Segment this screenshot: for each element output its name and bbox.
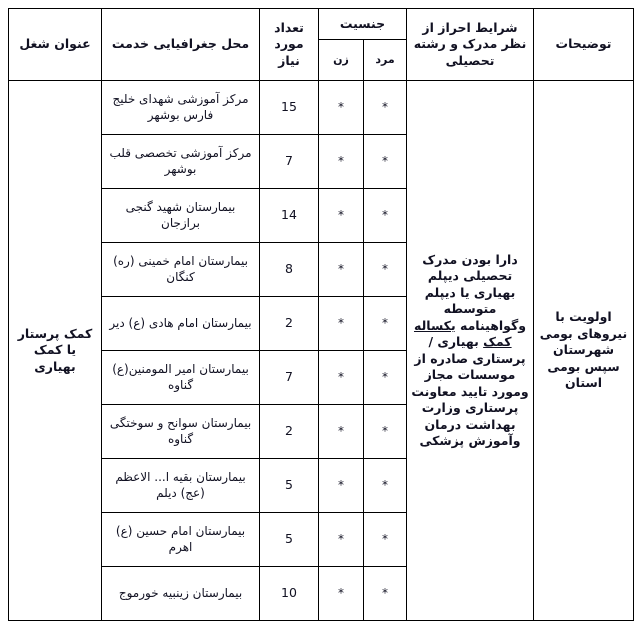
cell-count: 8: [260, 243, 319, 297]
cell-gender-male: *: [364, 297, 407, 351]
cell-gender-female: *: [319, 81, 364, 135]
cell-gender-female: *: [319, 567, 364, 621]
cell-location: بیمارستان امام خمینی (ره) کنگان: [102, 243, 260, 297]
cell-location: بیمارستان امام حسین (ع) اهرم: [102, 513, 260, 567]
cell-gender-male: *: [364, 135, 407, 189]
column-header-gender-female: زن: [319, 40, 364, 81]
column-header-gender-male: مرد: [364, 40, 407, 81]
qualifications-part-1: دارا بودن مدرک تحصیلی دیپلم بهیاری یا دیپلم متوسطه وگواهینامه: [422, 251, 527, 333]
cell-gender-male: *: [364, 351, 407, 405]
cell-gender-male: *: [364, 81, 407, 135]
qualifications-part-2: بهیاری / پرستاری صادره از موسسات مجاز ومورد تایید معاونت پرستاری وزارت بهداشت درمان وآموزش پزشکی: [411, 334, 529, 448]
table-header: [9, 9, 634, 81]
cell-location: بیمارستان امیر المومنین(ع) گناوه: [102, 351, 260, 405]
table-body: [9, 81, 634, 621]
cell-gender-male: *: [364, 513, 407, 567]
cell-location: بیمارستان شهید گنجی برازجان: [102, 189, 260, 243]
cell-location: بیمارستان سوانح و سوختگی گناوه: [102, 405, 260, 459]
column-header-count: تعداد مورد نیاز: [260, 9, 319, 81]
table-row: [9, 81, 634, 135]
cell-count: 2: [260, 405, 319, 459]
cell-gender-female: *: [319, 135, 364, 189]
header-row-primary: [9, 9, 634, 40]
cell-location: بیمارستان بقیه ا... الاعظم (عج) دیلم: [102, 459, 260, 513]
cell-location: بیمارستان زینبیه خورموج: [102, 567, 260, 621]
cell-count: 7: [260, 351, 319, 405]
cell-gender-male: *: [364, 567, 407, 621]
cell-count: 14: [260, 189, 319, 243]
column-header-gender: جنسیت: [319, 9, 407, 40]
cell-gender-female: *: [319, 243, 364, 297]
cell-notes: اولویت با نیروهای بومی شهرستان سپس بومی استان: [534, 81, 634, 621]
cell-gender-female: *: [319, 189, 364, 243]
cell-gender-female: *: [319, 459, 364, 513]
cell-count: 5: [260, 459, 319, 513]
column-header-job-title: عنوان شغل: [9, 9, 102, 81]
cell-job-title: کمک پرستار یا کمک بهیاری: [9, 81, 102, 621]
cell-count: 2: [260, 297, 319, 351]
cell-location: مرکز آموزشی تخصصی قلب بوشهر: [102, 135, 260, 189]
cell-count: 7: [260, 135, 319, 189]
job-vacancy-table: [8, 8, 634, 621]
qualifications-text: [410, 252, 530, 450]
cell-gender-male: *: [364, 405, 407, 459]
cell-gender-male: *: [364, 243, 407, 297]
cell-gender-male: *: [364, 459, 407, 513]
cell-gender-female: *: [319, 513, 364, 567]
cell-count: 10: [260, 567, 319, 621]
column-header-qualifications: شرایط احراز از نظر مدرک و رشته تحصیلی: [407, 9, 534, 81]
cell-count: 15: [260, 81, 319, 135]
column-header-location: محل جغرافیایی خدمت: [102, 9, 260, 81]
cell-location: بیمارستان امام هادی (ع) دیر: [102, 297, 260, 351]
cell-gender-female: *: [319, 297, 364, 351]
cell-qualifications: [407, 81, 534, 621]
qualifications-underlined: یکساله کمک: [413, 317, 512, 349]
cell-gender-female: *: [319, 351, 364, 405]
cell-gender-female: *: [319, 405, 364, 459]
cell-gender-male: *: [364, 189, 407, 243]
column-header-notes: توضیحات: [534, 9, 634, 81]
cell-location: مرکز آموزشی شهدای خلیج فارس بوشهر: [102, 81, 260, 135]
cell-count: 5: [260, 513, 319, 567]
